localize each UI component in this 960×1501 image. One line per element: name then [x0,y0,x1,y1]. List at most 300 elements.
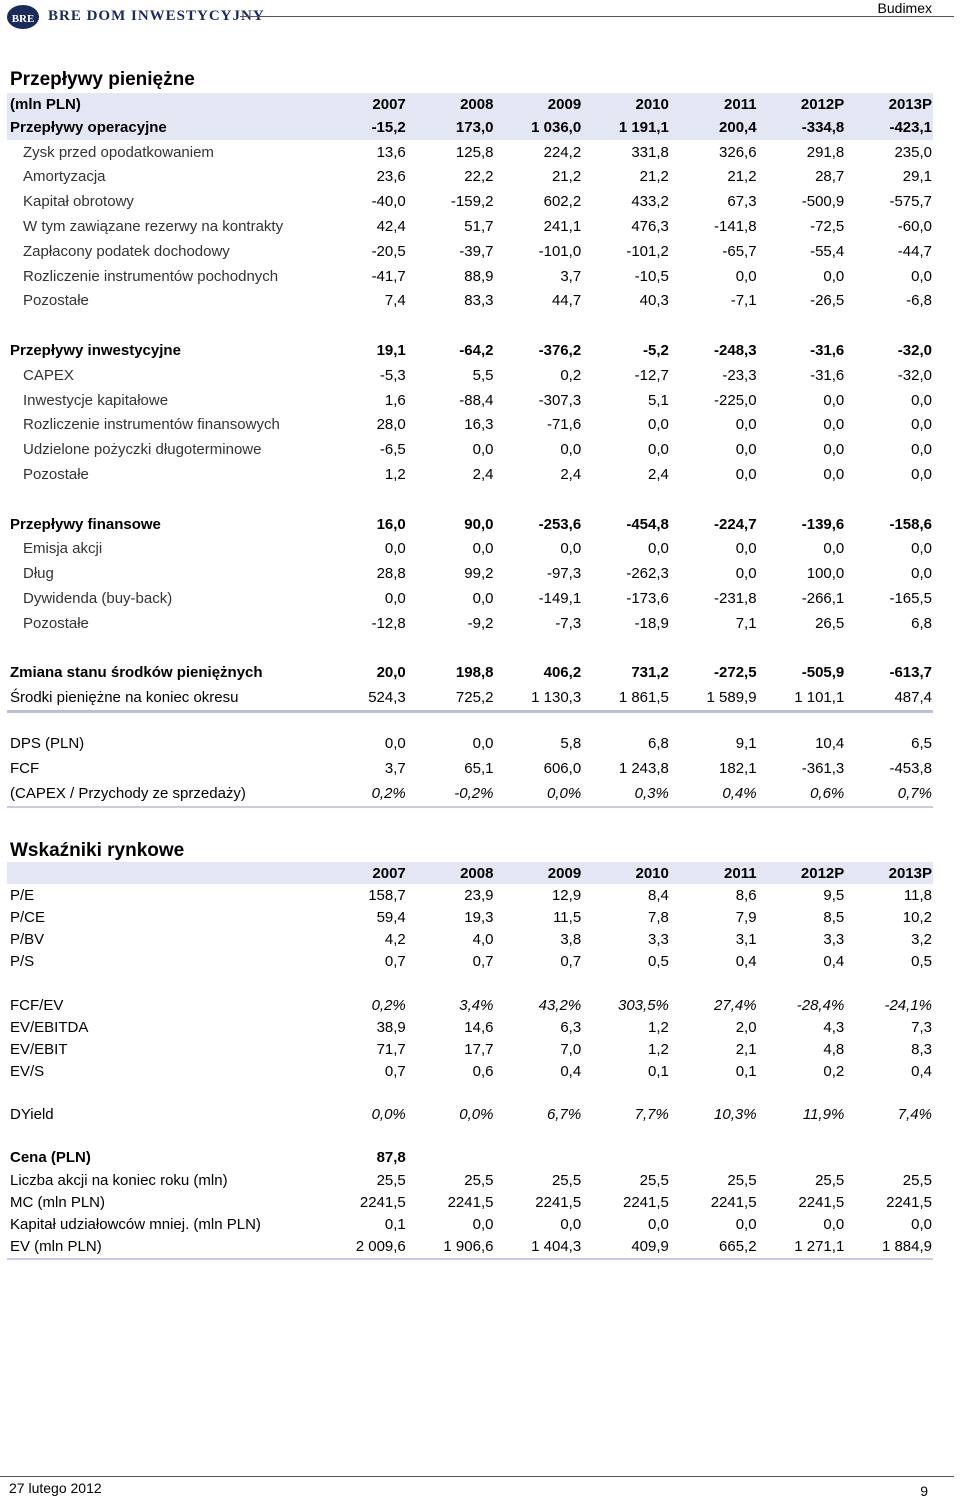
row-label: Pozostałe [23,292,89,310]
cell-value: 7,1 [735,614,757,632]
row-label: Pozostałe [23,466,89,484]
cell-value: 0,0 [648,540,669,558]
brand-name: BRE DOM INWESTYCYJNY [48,8,265,24]
cell-value: -423,1 [845,115,933,140]
cell-value: 43,2% [538,996,582,1014]
cell-value: -0,2% [407,781,495,807]
cell-value: 28,7 [815,168,845,186]
cell-value: 3,1 [735,931,757,949]
footer-date: 27 lutego 2012 [9,1480,102,1496]
row-label: Udzielone pożyczki długoterminowe [23,441,262,459]
cell-value: -165,5 [889,590,932,608]
cell-value: 40,3 [639,292,669,310]
cell-value: 0,7 [384,953,406,971]
table-row [7,561,933,586]
cell-value: 0,0 [560,1216,582,1234]
cell-value: 100,0 [806,565,845,583]
year-header: 2013P [845,93,933,115]
cell-value: 3,2 [911,931,932,949]
cell-value [494,1147,582,1169]
cell-value: 0,0 [472,590,494,608]
cell-value: -272,5 [714,664,757,682]
cell-value: 602,2 [543,193,582,211]
cell-value: 0,0 [648,1216,669,1234]
cell-value: -7,3 [555,614,582,632]
table-row [7,363,933,388]
cell-value: 6,5 [911,735,932,753]
table-row [7,1169,933,1191]
table-row [7,1104,933,1126]
cell-value: 7,4 [384,292,406,310]
cell-value: -44,7 [897,242,932,260]
cell-value: 0,4 [911,1063,932,1081]
table-row [7,413,933,438]
cell-value: 1,2 [648,1040,669,1058]
table-row [7,338,933,363]
table-row [7,1016,933,1038]
cell-value: 9,5 [823,886,845,904]
cell-value: 19,3 [464,908,494,926]
cell-value: 11,8 [903,886,932,904]
cell-value: -10,5 [634,267,669,285]
market-table [7,862,933,1260]
cell-value: 0,0 [823,416,845,434]
cell-value: 0,0 [823,466,845,484]
cell-value: -64,2 [459,342,494,360]
cell-value: 8,4 [648,886,669,904]
cell-value: 29,1 [902,168,932,186]
cell-value: -231,8 [714,590,757,608]
row-label: DPS (PLN) [10,735,85,753]
cell-value: -173,6 [626,590,669,608]
spacer-row [7,712,933,732]
cashflow-table [7,93,933,808]
cell-value: -15,2 [319,115,407,140]
cell-value: 8,3 [911,1040,932,1058]
cell-value: 0,1 [648,1063,669,1081]
cell-value: 16,3 [464,416,494,434]
year-header: 2011 [670,862,758,884]
cell-value: 12,9 [551,886,582,904]
cell-value: 331,8 [631,143,669,161]
cell-value: 0,0 [911,267,932,285]
cell-value: 0,2% [319,781,407,807]
cell-value: 14,6 [464,1018,494,1036]
cell-value: -225,0 [714,391,757,409]
cell-value: -18,9 [634,614,669,632]
cell-value: 0,0 [472,735,494,753]
table-row [7,165,933,190]
cell-value: 26,5 [815,614,845,632]
cell-value: 0,4 [735,953,757,971]
cell-value [407,1147,495,1169]
table-row [7,1191,933,1213]
cell-value [845,1147,933,1169]
table-row [7,994,933,1016]
market-title: Wskaźniki rynkowe [10,840,185,861]
cell-value: 13,6 [376,143,406,161]
cell-value: 2241,5 [535,1193,582,1211]
table-row [7,388,933,413]
row-label: Amortyzacja [23,168,106,186]
cell-value: -40,0 [371,193,406,211]
cell-value: -139,6 [801,515,845,533]
cell-value [758,1147,846,1169]
cell-value: 20,0 [376,664,406,682]
cell-value: 10,2 [902,908,932,926]
cell-value: 0,0% [459,1106,494,1124]
table-row [7,586,933,611]
row-label: Środki pieniężne na koniec okresu [7,685,319,711]
year-header: 2008 [407,862,495,884]
table-row [7,731,933,756]
cell-value: 0,0 [735,540,757,558]
cell-value: 99,2 [464,565,494,583]
cell-value: -7,1 [730,292,757,310]
cell-value: 59,4 [376,908,406,926]
cell-value: 19,1 [376,342,406,360]
cell-value: 67,3 [727,193,757,211]
cell-value: 21,2 [639,168,669,186]
cell-value: 731,2 [631,664,669,682]
cell-value: 409,9 [582,1236,670,1259]
row-label: W tym zawiązane rezerwy na kontrakty [23,218,284,236]
spacer-row [7,1083,933,1104]
svg-text:BRE: BRE [11,13,35,25]
cell-value: 1 130,3 [494,685,582,711]
cell-value: 0,0 [648,416,669,434]
cell-value: 0,0 [911,540,932,558]
cell-value: -32,0 [897,342,932,360]
cell-value: 28,8 [376,565,406,583]
cell-value: 25,5 [464,1171,494,1189]
cell-value: -613,7 [889,664,932,682]
table-row [7,289,933,314]
row-label: Przepływy inwestycyjne [10,342,181,360]
row-label: DYield [10,1106,54,1124]
cell-value: 16,0 [376,515,406,533]
cell-value: 22,2 [464,168,494,186]
spacer-row [7,636,933,661]
footer-rule [0,1476,954,1477]
cell-value: 326,6 [719,143,757,161]
cell-value: -266,1 [801,590,845,608]
row-label: EV (mln PLN) [7,1236,319,1259]
cell-value: -24,1% [884,996,932,1014]
page-number: 9 [920,1483,928,1499]
cell-value: 1 404,3 [494,1236,582,1259]
cell-value: -12,8 [371,614,406,632]
cell-value: -97,3 [546,565,582,583]
table-row [7,756,933,781]
cell-value: -32,0 [897,366,932,384]
cell-value: 0,0 [384,590,406,608]
header-row [7,93,933,115]
cell-value: -453,8 [889,759,932,777]
row-label: Rozliczenie instrumentów finansowych [23,416,280,434]
row-label: (mln PLN) [7,93,319,115]
cell-value: 0,0% [371,1106,406,1124]
row-label: Dług [23,565,54,583]
cell-value: 0,5 [648,953,669,971]
cell-value: 0,0 [823,540,845,558]
cell-value: 1 589,9 [670,685,758,711]
cell-value: 6,7% [546,1106,582,1124]
cell-value: 198,8 [455,664,494,682]
table-row [7,214,933,239]
cell-value: 2,1 [735,1040,757,1058]
cell-value: 0,0 [823,1216,845,1234]
cell-value: 433,2 [631,193,669,211]
table-row [7,1038,933,1060]
cell-value: 1 243,8 [618,759,669,777]
table-row [7,115,933,140]
cell-value: 0,4 [560,1063,582,1081]
cell-value: 0,0 [472,1216,494,1234]
table-row [7,537,933,562]
row-label: Zmiana stanu środków pieniężnych [10,664,263,682]
row-label: Kapitał obrotowy [23,193,134,211]
cell-value: 241,1 [543,218,582,236]
cell-value [670,1147,758,1169]
cell-value: 0,2% [371,996,406,1014]
cell-value: 9,1 [735,735,757,753]
cell-value: -376,2 [538,342,582,360]
cell-value: 0,0 [823,441,845,459]
cell-value: -71,6 [546,416,582,434]
header-rule [240,16,954,17]
cell-value: 0,0 [823,391,845,409]
cell-value: -224,7 [714,515,757,533]
cell-value: 7,3 [911,1018,932,1036]
cell-value: 0,7 [560,953,582,971]
table-row [7,951,933,973]
spacer-row [7,313,933,338]
row-label: Inwestycje kapitałowe [23,391,169,409]
cell-value: -262,3 [626,565,669,583]
cell-value: 0,0 [384,540,406,558]
cell-value: 38,9 [376,1018,406,1036]
cell-value: 173,0 [407,115,495,140]
cell-value: 25,5 [639,1171,669,1189]
cell-value: 5,8 [560,735,582,753]
company-name: Budimex [877,0,932,16]
cell-value: 6,8 [648,735,669,753]
cell-value: 0,0 [735,1216,757,1234]
cell-value: -39,7 [459,242,494,260]
cell-value: 1 101,1 [758,685,846,711]
cell-value: -5,2 [643,342,669,360]
cell-value: -23,3 [722,366,757,384]
row-label: EV/EBIT [10,1040,68,1058]
cell-value: 25,5 [551,1171,582,1189]
row-label: Kapitał udziałowców mniej. (mln PLN) [10,1216,261,1234]
cell-value: -9,2 [467,614,494,632]
cell-value: -65,7 [722,242,757,260]
row-label: FCF/EV [10,996,64,1014]
cell-value: 6,8 [911,614,932,632]
year-header: 2013P [845,862,933,884]
cell-value: 0,0 [735,416,757,434]
cell-value: 2 009,6 [319,1236,407,1259]
cell-value: -141,8 [714,218,757,236]
cell-value: 4,2 [384,931,406,949]
cell-value: 0,1 [384,1216,406,1234]
cell-value: 44,7 [551,292,582,310]
row-label: P/BV [10,931,45,949]
cell-value: 1,2 [648,1018,669,1036]
row-label: MC (mln PLN) [10,1193,106,1211]
cell-value: 0,7% [845,781,933,807]
table-row [7,1061,933,1083]
cell-value: 65,1 [464,759,494,777]
cell-value: 0,0 [648,441,669,459]
cell-value: -20,5 [371,242,406,260]
cell-value: -101,2 [626,242,669,260]
cell-value: 606,0 [543,759,582,777]
cell-value: -88,4 [459,391,494,409]
cell-value: -334,8 [758,115,846,140]
cell-value: 4,3 [823,1018,845,1036]
cell-value: 125,8 [455,143,494,161]
cell-value: 7,7% [634,1106,669,1124]
cell-value: 0,4 [823,953,845,971]
cell-value: 487,4 [845,685,933,711]
cell-value: -72,5 [810,218,845,236]
cell-value: -6,5 [379,441,406,459]
row-label: Pozostałe [23,614,89,632]
cell-value: 25,5 [727,1171,757,1189]
row-label: Cena (PLN) [10,1149,91,1167]
cell-value: 25,5 [376,1171,406,1189]
cell-value: 27,4% [714,996,757,1014]
cell-value: 3,3 [823,931,845,949]
cell-value: 0,0% [494,781,582,807]
row-label: P/CE [10,908,46,926]
year-header: 2012P [758,93,846,115]
cell-value: 3,8 [560,931,582,949]
cell-value: 524,3 [319,685,407,711]
cell-value: 2241,5 [447,1193,494,1211]
cell-value: -500,9 [801,193,845,211]
row-label: P/E [10,886,35,904]
cell-value: 665,2 [670,1236,758,1259]
year-header: 2009 [494,862,582,884]
cell-value: 0,6% [758,781,846,807]
cell-value: 0,0 [911,466,932,484]
cell-value: -6,8 [906,292,932,310]
cell-value: 25,5 [815,1171,845,1189]
cell-value: 10,4 [815,735,845,753]
cell-value: 0,0 [911,391,932,409]
cell-value: 1 884,9 [845,1236,933,1259]
table-row [7,611,933,636]
year-header: 2010 [582,862,670,884]
cell-value: 71,7 [376,1040,406,1058]
cell-value: -55,4 [810,242,845,260]
cell-value: 0,0 [823,267,845,285]
row-label: Rozliczenie instrumentów pochodnych [23,267,279,285]
cell-value: -361,3 [801,759,845,777]
cell-value: -12,7 [634,366,669,384]
cell-value: 0,0 [911,565,932,583]
table-row [7,685,933,711]
cell-value: 0,0 [735,565,757,583]
table-row [7,239,933,264]
spacer-row [7,973,933,994]
cell-value: -149,1 [538,590,582,608]
cell-value: 4,8 [823,1040,845,1058]
cell-value [582,1147,670,1169]
cell-value: 4,0 [472,931,494,949]
table-row [7,906,933,928]
cell-value: 0,3% [582,781,670,807]
cell-value: 0,0 [911,1216,932,1234]
row-label: Dywidenda (buy-back) [23,590,173,608]
cell-value: 28,0 [376,416,406,434]
table-row [7,462,933,487]
cell-value: 0,0 [911,416,932,434]
cashflow-title: Przepływy pieniężne [10,69,195,90]
row-label: Przepływy finansowe [10,515,161,533]
cell-value: 0,0 [472,540,494,558]
cell-value: 7,0 [560,1040,582,1058]
cell-value: 42,4 [376,218,406,236]
cell-value: 21,2 [727,168,757,186]
cell-value: 87,8 [376,1149,406,1167]
cell-value: 725,2 [407,685,495,711]
table-row [7,1147,933,1169]
cell-value: 0,7 [472,953,494,971]
cell-value: 90,0 [464,515,494,533]
cell-value: 2241,5 [622,1193,669,1211]
row-label: (CAPEX / Przychody ze sprzedaży) [7,781,319,807]
cell-value: 235,0 [894,143,932,161]
cell-value: 2,4 [560,466,582,484]
cell-value: 8,6 [735,886,757,904]
year-header: 2008 [407,93,495,115]
cell-value: 224,2 [543,143,582,161]
cell-value: -60,0 [897,218,932,236]
table-row [7,140,933,165]
cell-value: 0,4% [670,781,758,807]
cell-value: -101,0 [538,242,582,260]
cell-value: 17,7 [464,1040,494,1058]
cell-value: 23,9 [464,886,494,904]
row-label: Zapłacony podatek dochodowy [23,242,230,260]
year-header: 2011 [670,93,758,115]
year-header: 2007 [319,93,407,115]
cell-value: 0,6 [472,1063,494,1081]
bre-logo-icon [5,3,41,31]
cell-value: 0,7 [384,1063,406,1081]
cell-value: 11,9% [802,1106,845,1124]
row-label: FCF [10,759,40,777]
cell-value: 3,3 [648,931,669,949]
cell-value: 2,4 [472,466,494,484]
cell-value: 0,0 [560,441,582,459]
header-row [7,862,933,884]
cell-value: 2,4 [648,466,669,484]
cell-value: 7,9 [735,908,757,926]
row-label: EV/S [10,1063,45,1081]
cell-value: 0,0 [384,735,406,753]
cell-value: 0,1 [735,1063,757,1081]
cell-value: -159,2 [450,193,494,211]
cell-value: 1 906,6 [407,1236,495,1259]
cell-value: 3,7 [384,759,406,777]
cell-value: 7,8 [648,908,669,926]
